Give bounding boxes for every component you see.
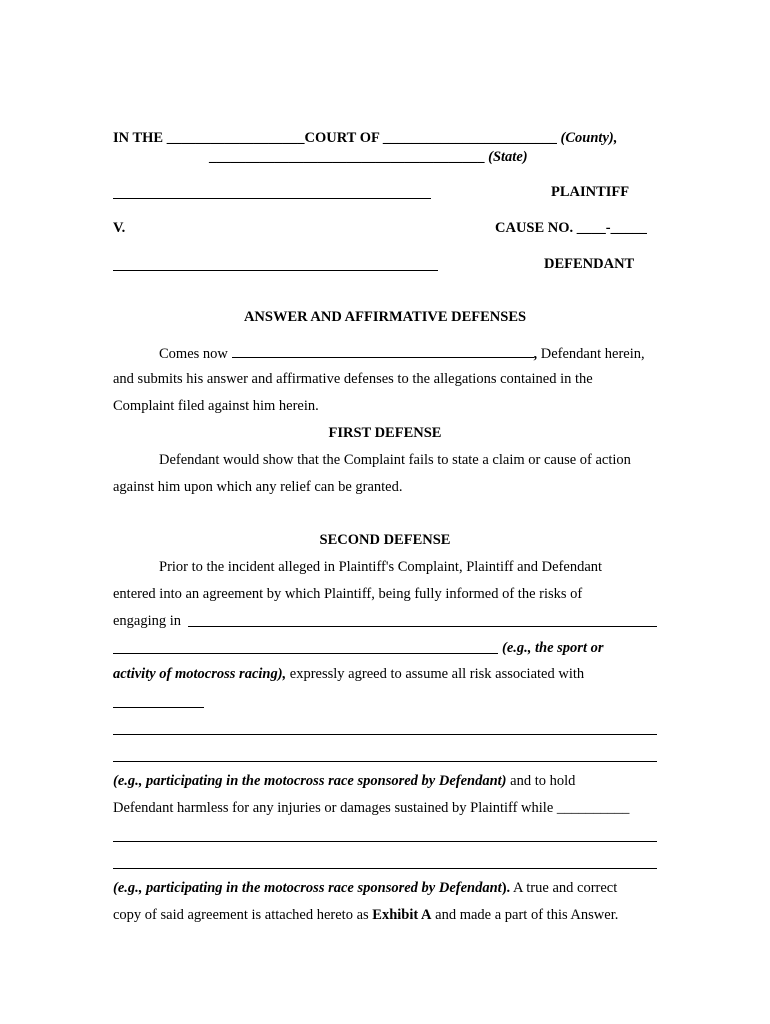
defendant-name-line [113,270,438,271]
comma: , [533,346,538,362]
risk-blank-2 [113,761,657,762]
close-paren: ). [501,880,511,896]
second-defense-line-2: entered into an agreement by which Plaintiff, being fully informed of the risks of [113,586,583,602]
plaintiff-name-line [113,198,431,199]
activity-blank-2 [113,653,498,654]
engaging-in-text: engaging in [113,613,182,629]
first-defense-heading: FIRST DEFENSE [328,425,442,441]
expressly-agreed-text: expressly agreed to assume all risk associated with [286,666,585,682]
race-example-2-line [113,880,617,897]
plaintiff-label: PLAINTIFF [551,184,630,200]
state-line [209,149,528,166]
defendant-label: DEFENDANT [544,256,635,272]
intro-line-3: Complaint filed against him herein. [113,398,319,414]
document-title: ANSWER AND AFFIRMATIVE DEFENSES [243,309,527,325]
activity-blank-1 [188,626,657,627]
county-label: (County), [560,130,618,146]
exhibit-label: Exhibit A [372,907,432,923]
race-example-1: (e.g., participating in the motocross race sponsored by Defendant) [113,773,507,789]
cause-number: CAUSE NO. ____-_____ [495,220,647,236]
defendant-name-blank [232,345,534,358]
activity-line [113,666,584,683]
race-example-2: (e.g., participating in the motocross race sponsored by Defendant [113,880,502,896]
harmless-line: Defendant harmless for any injuries or damages sustained by Plaintiff while __________ [113,800,630,816]
true-correct-text: A true and correct [510,880,618,896]
first-defense-line-2: against him upon which any relief can be granted. [113,479,403,495]
while-blank-2 [113,868,657,869]
risk-blank-1 [113,734,657,735]
and-to-hold-text: and to hold [506,773,576,789]
comes-now-text: Comes now [159,346,228,362]
activity-example: activity of motocross racing), [113,666,287,682]
second-defense-line-1: Prior to the incident alleged in Plaintiff's Complaint, Plaintiff and Defendant [159,559,603,575]
copy-pre-text: copy of said agreement is attached hereto as [113,907,373,923]
race-example-line [113,773,575,790]
state-label: (State) [488,149,528,165]
copy-post-text: and made a part of this Answer. [431,907,619,923]
second-defense-heading: SECOND DEFENSE [319,532,451,548]
versus-label: V. [113,220,126,236]
intro-line-2: and submits his answer and affirmative defenses to the allegations contained in the [113,371,593,387]
while-blank-1 [113,841,657,842]
defendant-herein-text: Defendant herein, [537,346,645,362]
court-line [113,130,617,147]
intro-line-1 [159,345,645,363]
risk-blank-short [113,707,204,708]
state-blank: ______________________________________ [209,149,485,165]
court-line-text: IN THE ___________________COURT OF ________________________ [113,130,557,146]
copy-agreement-line [113,907,618,924]
eg-sport-text: (e.g., the sport or [502,640,604,656]
first-defense-line-1: Defendant would show that the Complaint fails to state a claim or cause of action [159,452,631,468]
